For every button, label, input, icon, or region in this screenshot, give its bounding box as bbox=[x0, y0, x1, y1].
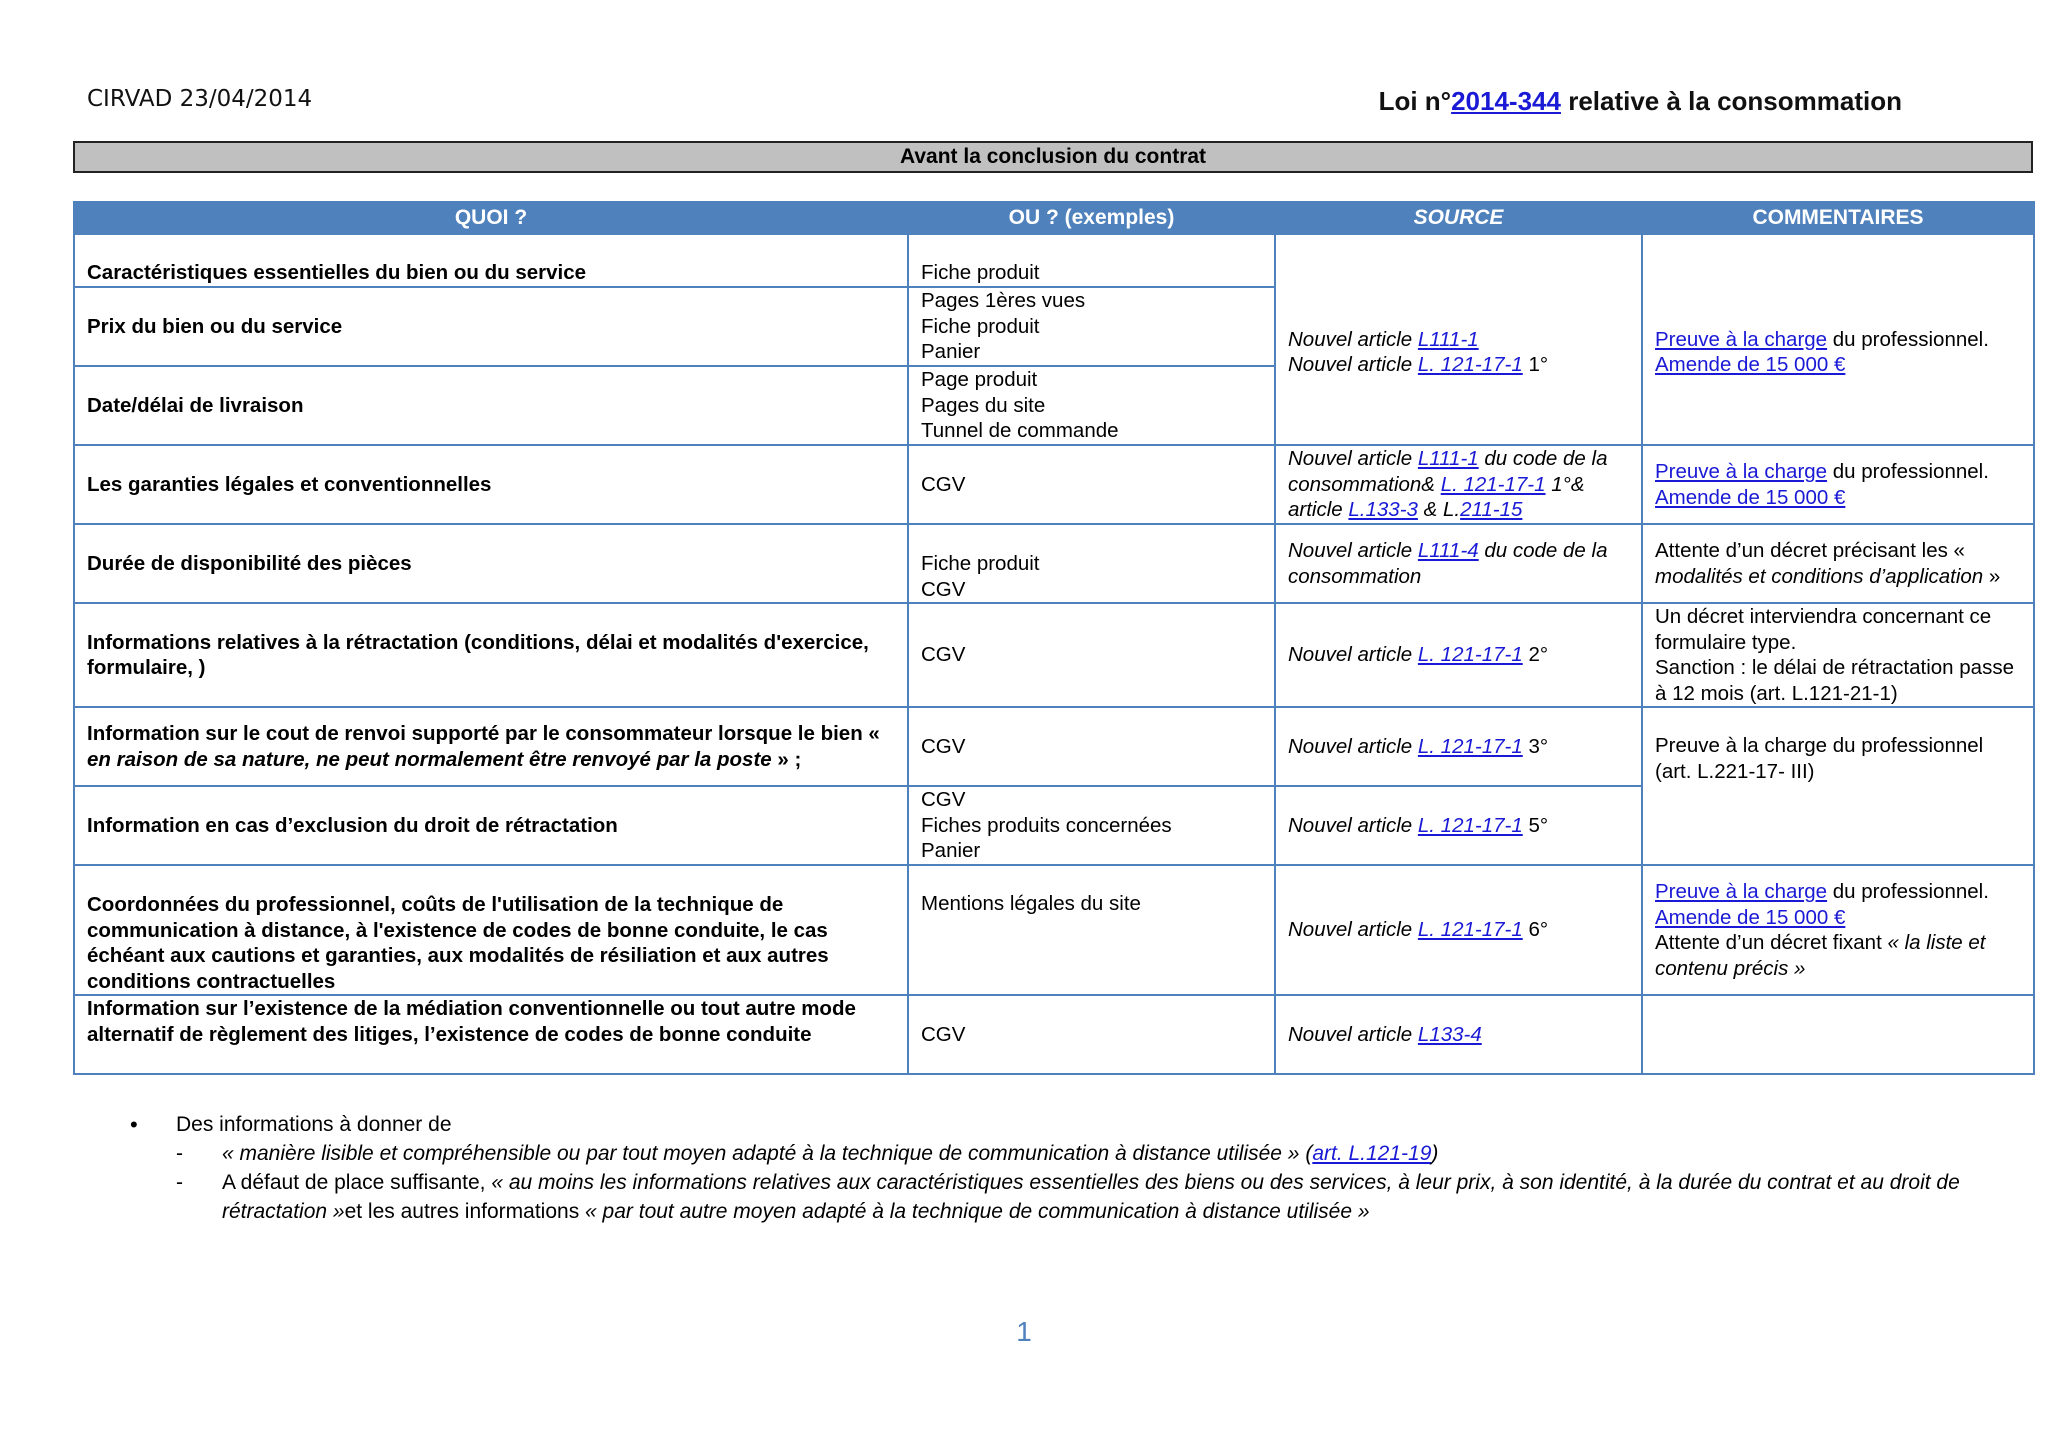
cell-quoi bbox=[74, 707, 908, 786]
sub-bullet-text: A défaut de place suffisante, bbox=[222, 1171, 492, 1194]
bullet-icon: • bbox=[130, 1112, 138, 1137]
col-header-ou: OU ? (exemples) bbox=[908, 202, 1275, 234]
source-text: Nouvel article bbox=[1288, 813, 1418, 837]
source-text: Nouvel article bbox=[1288, 539, 1418, 562]
source-text: Nouvel article bbox=[1288, 643, 1418, 667]
source-link[interactable]: L. 121-17-1 bbox=[1417, 734, 1523, 758]
ou-line: Panier bbox=[921, 839, 981, 863]
table-row bbox=[74, 707, 2034, 786]
header-title-suffix: relative à la consommation bbox=[1560, 86, 1902, 116]
sub-bullet-item bbox=[130, 1139, 1980, 1168]
cell-quoi: Informations relatives à la rétractation (conditions, délai et modalités d'exercice, formulaire, ) bbox=[74, 603, 908, 707]
source-text: Nouvel article bbox=[1288, 918, 1418, 942]
cell-ou: CGV bbox=[908, 445, 1275, 524]
source-text: Nouvel article bbox=[1288, 1022, 1418, 1046]
ou-line: Pages du site bbox=[921, 393, 1046, 417]
source-text: & L. bbox=[1417, 498, 1461, 522]
ou-line: CGV bbox=[921, 577, 966, 601]
quoi-italic: en raison de sa nature, ne peut normalement être renvoyé par la poste bbox=[87, 747, 772, 771]
cell-source bbox=[1275, 786, 1642, 865]
cell-ou: Mentions légales du site bbox=[908, 865, 1275, 995]
cell-ou bbox=[908, 786, 1275, 865]
col-header-quoi: QUOI ? bbox=[74, 202, 908, 234]
source-text: Nouvel article bbox=[1288, 353, 1418, 376]
source-text: 1°& article bbox=[1288, 472, 1585, 522]
cell-quoi: Caractéristiques essentielles du bien ou du service bbox=[74, 234, 908, 287]
comment-text: du professionnel. bbox=[1827, 460, 1989, 483]
table-row bbox=[74, 445, 2034, 524]
source-text: 1° bbox=[1522, 353, 1549, 376]
comment-text: du professionnel. bbox=[1827, 880, 1989, 903]
source-text: 5° bbox=[1522, 813, 1549, 837]
sub-bullet-text: et les autres informations bbox=[344, 1200, 586, 1223]
table-row bbox=[74, 524, 2034, 603]
ou-line: Panier bbox=[921, 340, 981, 364]
source-link[interactable]: L111-4 bbox=[1417, 539, 1479, 562]
cell-comment bbox=[1642, 524, 2034, 603]
col-header-commentaires: COMMENTAIRES bbox=[1642, 202, 2034, 234]
source-link[interactable]: L133-4 bbox=[1417, 1022, 1482, 1046]
source-text: Nouvel article bbox=[1288, 327, 1418, 351]
fine-link[interactable]: Amende de 15 000 € bbox=[1655, 905, 1846, 929]
article-link[interactable]: art. L.121-19 bbox=[1312, 1142, 1432, 1165]
source-link[interactable]: L. 121-17-1 bbox=[1417, 353, 1523, 376]
table-row bbox=[74, 603, 2034, 707]
header-title bbox=[1379, 86, 1902, 117]
cell-quoi: Date/délai de livraison bbox=[74, 366, 908, 445]
sub-bullet-text: « manière lisible et compréhensible ou par tout moyen adapté à la technique de communication à distance utilisée » ( bbox=[222, 1142, 1313, 1165]
source-link[interactable]: L. 121-17-1 bbox=[1440, 472, 1546, 496]
header-title-prefix: Loi n° bbox=[1378, 86, 1452, 116]
dash-icon: - bbox=[176, 1171, 183, 1194]
bullet-text: Des informations à donner de bbox=[176, 1113, 452, 1136]
cell-ou bbox=[908, 366, 1275, 445]
cell-comment bbox=[1642, 865, 2034, 995]
proof-link[interactable]: Preuve à la charge bbox=[1655, 460, 1828, 483]
ou-line: Page produit bbox=[921, 368, 1038, 392]
cell-quoi: Durée de disponibilité des pièces bbox=[74, 524, 908, 603]
source-link[interactable]: L.133-3 bbox=[1348, 498, 1418, 522]
comment-text: du professionnel. bbox=[1827, 327, 1989, 351]
page-number: 1 bbox=[1016, 1316, 1032, 1347]
section-banner: Avant la conclusion du contrat bbox=[73, 141, 2033, 173]
comment-text: Attente d’un décret fixant bbox=[1655, 931, 1888, 954]
comment-text: Preuve à la charge du professionnel (art. L.221-17- III) bbox=[1655, 734, 1984, 783]
source-link[interactable]: L. 121-17-1 bbox=[1417, 643, 1523, 667]
cell-ou: CGV bbox=[908, 995, 1275, 1074]
cell-comment bbox=[1642, 603, 2034, 707]
cell-ou bbox=[908, 524, 1275, 603]
notes-list bbox=[130, 1110, 1980, 1226]
source-text: 6° bbox=[1522, 918, 1549, 942]
cell-quoi: Prix du bien ou du service bbox=[74, 287, 908, 366]
comment-italic: modalités et conditions d’application bbox=[1655, 564, 1984, 588]
cell-comment bbox=[1642, 995, 2034, 1074]
cell-source bbox=[1275, 234, 1642, 445]
sub-bullet-italic: « par tout autre moyen adapté à la technique de communication à distance utilisée » bbox=[585, 1200, 1370, 1223]
col-header-source: SOURCE bbox=[1275, 202, 1642, 234]
source-text: du code de la consommation& bbox=[1288, 447, 1608, 496]
quoi-text: Information sur le cout de renvoi supporté par le consommateur lorsque le bien « bbox=[87, 722, 880, 745]
ou-line: Fiche produit bbox=[921, 552, 1040, 575]
source-link[interactable]: L111-1 bbox=[1417, 327, 1479, 351]
cell-source bbox=[1275, 445, 1642, 524]
cell-source bbox=[1275, 603, 1642, 707]
comment-text: Attente d’un décret précisant les « bbox=[1655, 539, 1965, 562]
cell-source bbox=[1275, 524, 1642, 603]
source-text: du code de la consommation bbox=[1288, 539, 1608, 588]
comment-text: » bbox=[1983, 564, 2001, 588]
sub-bullet-italic: « au moins les informations relatives aux caractéristiques essentielles des biens ou des services, à leur prix, à son identité, à la durée du contrat et au droit de rétractation » bbox=[222, 1171, 1960, 1223]
source-link[interactable]: L. 121-17-1 bbox=[1417, 918, 1523, 942]
proof-link[interactable]: Preuve à la charge bbox=[1655, 880, 1828, 903]
comment-italic: « la liste et contenu précis » bbox=[1655, 931, 1986, 980]
fine-link[interactable]: Amende de 15 000 € bbox=[1655, 353, 1846, 376]
cell-quoi: Information en cas d’exclusion du droit de rétractation bbox=[74, 786, 908, 865]
proof-link[interactable]: Preuve à la charge bbox=[1655, 327, 1828, 351]
cell-source bbox=[1275, 995, 1642, 1074]
source-text: 2° bbox=[1522, 643, 1549, 667]
cell-ou: Fiche produit bbox=[908, 234, 1275, 287]
cell-quoi: Les garanties légales et conventionnelles bbox=[74, 445, 908, 524]
quoi-text: » ; bbox=[771, 747, 802, 771]
table-header-row bbox=[74, 202, 2034, 234]
cell-comment bbox=[1642, 234, 2034, 445]
cell-quoi: Information sur l’existence de la médiation conventionnelle ou tout autre mode alternatif de règlement des litiges, l’existence de codes de bonne conduite bbox=[74, 995, 908, 1074]
cell-source bbox=[1275, 707, 1642, 786]
cell-comment bbox=[1642, 445, 2034, 524]
header-left: CIRVAD 23/04/2014 bbox=[87, 86, 313, 112]
source-text: Nouvel article bbox=[1288, 447, 1418, 471]
source-link[interactable]: 211-15 bbox=[1460, 498, 1523, 522]
sub-bullet-item bbox=[130, 1168, 1980, 1226]
obligations-table bbox=[73, 201, 2035, 1075]
cell-source bbox=[1275, 865, 1642, 995]
ou-line: Fiches produits concernées bbox=[921, 813, 1172, 837]
table-row bbox=[74, 865, 2034, 995]
sub-bullet-text: ) bbox=[1431, 1142, 1439, 1165]
table-row bbox=[74, 234, 2034, 287]
comment-text: Sanction : le délai de rétractation passe à 12 mois (art. L.121-21-1) bbox=[1655, 656, 2014, 705]
ou-line: Fiche produit bbox=[921, 314, 1040, 338]
ou-line: Tunnel de commande bbox=[921, 419, 1119, 443]
ou-line: Pages 1ères vues bbox=[921, 289, 1086, 313]
bullet-item bbox=[130, 1110, 1980, 1139]
dash-icon: - bbox=[176, 1142, 183, 1165]
comment-text: Un décret interviendra concernant ce formulaire type. bbox=[1655, 605, 1992, 654]
source-link[interactable]: L. 121-17-1 bbox=[1417, 813, 1523, 837]
cell-comment bbox=[1642, 707, 2034, 865]
source-text: Nouvel article bbox=[1288, 734, 1418, 758]
source-text: 3° bbox=[1522, 734, 1549, 758]
cell-ou: CGV bbox=[908, 707, 1275, 786]
cell-ou bbox=[908, 287, 1275, 366]
ou-line: CGV bbox=[921, 788, 966, 812]
cell-quoi: Coordonnées du professionnel, coûts de l'utilisation de la technique de communication à distance, à l'existence de codes de bonne conduite, le cas échéant aux cautions et garanties, aux modalités de résiliation et aux autres conditions contractuelles bbox=[74, 865, 908, 995]
law-link[interactable]: 2014-344 bbox=[1451, 86, 1561, 116]
fine-link[interactable]: Amende de 15 000 € bbox=[1655, 485, 1846, 509]
cell-ou: CGV bbox=[908, 603, 1275, 707]
table-row bbox=[74, 995, 2034, 1074]
source-link[interactable]: L111-1 bbox=[1417, 447, 1479, 471]
